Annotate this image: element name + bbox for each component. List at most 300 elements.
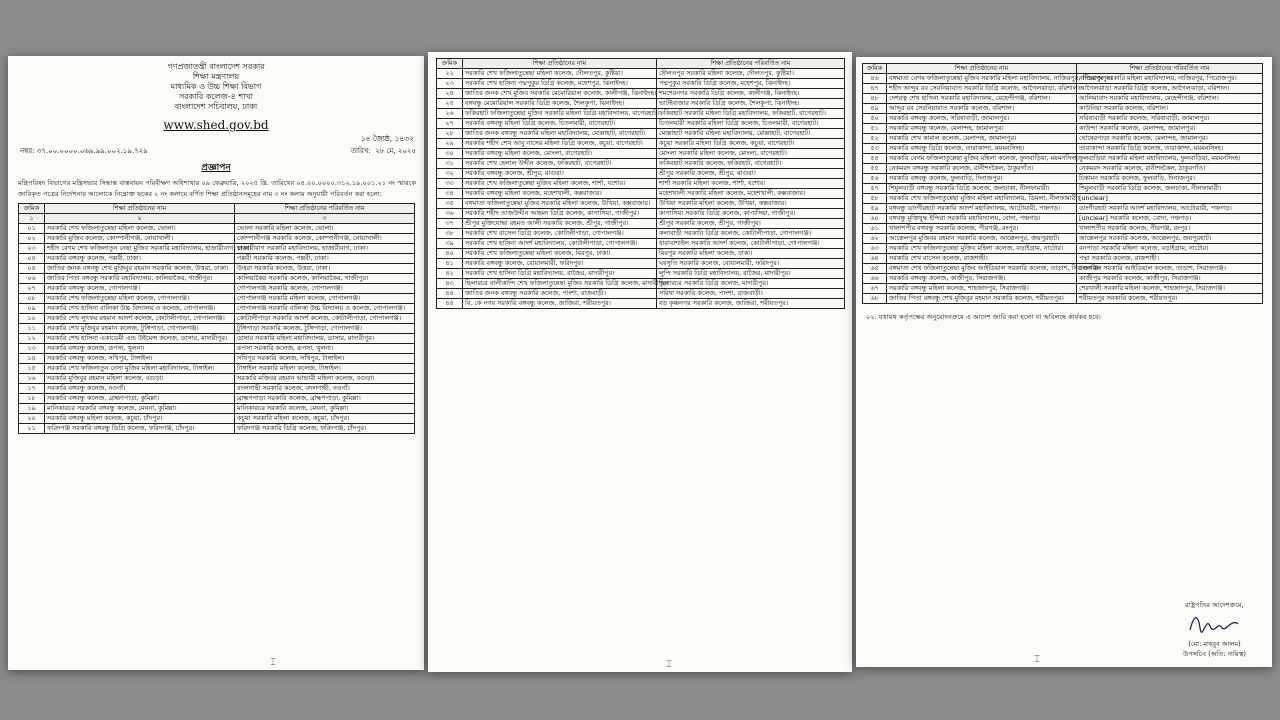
table-row [863, 214, 1263, 224]
row-serial: ৪৬ [863, 74, 887, 84]
row-new-name: কলাবাড়ী সরকারি ডিগ্রি কলেজ, কোটালীপাড়া, গোপালগঞ্জ। [657, 229, 845, 239]
col-serial: ক্রমিক [863, 64, 887, 74]
col-new-name: শিক্ষা প্রতিষ্ঠানের পরিবর্তিত নাম [1077, 64, 1263, 74]
row-new-name: চিন্তামন সরকারি কলেজ, ফুলবাড়ি, দিনাজপুর। [1077, 174, 1263, 184]
col-new-name: শিক্ষা প্রতিষ্ঠানের পরিবর্তিত নাম [235, 204, 415, 214]
row-new-name: ডাসার সরকারি মহিলা মহাবিদ্যালয়, ডাসার, মাদারীপুর। [235, 334, 415, 344]
row-old-name: সরকারি বঙ্গবন্ধু কলেজ, মেলান্দহ, জামালপুর। [887, 124, 1077, 134]
row-serial: ২০ [19, 414, 45, 424]
row-serial: ১৩ [19, 344, 45, 354]
row-new-name: কাউনিয়া সরকারি কলেজ, বরিশাল। [1077, 104, 1263, 114]
table-row [863, 184, 1263, 194]
row-serial: ৫১ [863, 124, 887, 134]
table-row [437, 229, 845, 239]
row-new-name: বড় কৃষ্ণনগর সরকারি কলেজ, জাজিরা, শরীয়তপুর। [657, 299, 845, 309]
row-old-name: সরকারি বঙ্গবন্ধু মহিলা কলেজ, মোংলা, বাগেরহাট। [463, 149, 657, 159]
col-serial: ক্রমিক [437, 59, 463, 69]
memo-number: নম্বর: ৩৭.০০.০০০০.০৬৯.৯৯.০০২.১৯.৭২৯ [20, 147, 148, 155]
table-row [863, 244, 1263, 254]
row-new-name: [unclear] [1077, 194, 1263, 204]
table-row [437, 259, 845, 269]
row-new-name: ভাটইবাজার সরকারি ডিগ্রি কলেজ, শৈলকুপা, ঝিনাইদহ। [657, 99, 845, 109]
row-new-name: ফকিরহাট সরকারি মহিলা ডিগ্রি মহাবিদ্যালয়, ফকিরহাট, বাগেরহাট। [657, 109, 845, 119]
row-new-name: শমশেরনগর সরকারি ডিগ্রি কলেজ, কালীগঞ্জ, ঝিনাইদহ। [657, 89, 845, 99]
fold-mark: ⌶ [270, 657, 276, 668]
row-new-name: কচুয়া সরকারি মহিলা কলেজ, কচুয়া, চাঁদপুর। [235, 414, 415, 424]
table-row [19, 424, 415, 434]
row-old-name: সরকারি শেখ রাসেল কলেজ, রাজশাহী। [887, 254, 1077, 264]
row-serial: ০৯ [19, 304, 45, 314]
row-new-name: পদ্মপুকুর সরকারি ডিগ্রি কলেজ, মহেশপুর, ঝিনাইদহ। [657, 79, 845, 89]
table-row [863, 74, 1263, 84]
row-serial: ০৪ [19, 254, 45, 264]
table-header-row [19, 204, 415, 214]
row-new-name: সরিষাবাড়ী সরকারি কলেজ, সরিষাবাড়ী, জামালপুর। [1077, 114, 1263, 124]
signatory-designation: উপসচিব (অতি: দায়িত্ব) [1182, 650, 1246, 658]
row-serial: ৩৮ [437, 229, 463, 239]
order-line: রাষ্ট্রপতির আদেশক্রমে, [1185, 601, 1244, 609]
row-old-name: শহীদ বেগম শেখ ফজিলাতুন নেছা মুজিব সরকারি মহাবিদ্যালয়, হাজারীবাগ, ঢাকা। [45, 244, 235, 254]
row-serial: ৫৫ [863, 164, 887, 174]
row-old-name: সরকারি বঙ্গবন্ধু কলেজ, পল্লবী, ঢাকা। [45, 254, 235, 264]
date-english: ২৮ মে, ২০২৫ [375, 147, 416, 155]
row-new-name: ঘরসুতি সরকারি কলেজ, বোয়ালমারী, ফরিদপুর। [657, 259, 845, 269]
row-serial: ৪৩ [437, 279, 463, 289]
row-old-name: সরকারি শেখ ফজিলাতুন্নেছা মহিলা কলেজ, দৌলতপুর, কুষ্টিয়া। [463, 69, 657, 79]
row-serial: ৪৫ [437, 299, 463, 309]
table-row [863, 164, 1263, 174]
table-row [863, 134, 1263, 144]
row-serial: ৩১ [437, 159, 463, 169]
row-old-name: সরকারি মুজিবুর রহমান মহিলা কলেজ, বগুড়া। [45, 374, 235, 384]
fold-mark: ⌶ [1034, 654, 1040, 665]
row-new-name: সরকারি মজিবর রহমান ভান্ডারী মহিলা কলেজ, বগুড়া। [235, 374, 415, 384]
row-new-name: কাপাসিয়া সরকারি ডিগ্রি কলেজ, কাপাসিয়া, গাজীপুর। [657, 209, 845, 219]
table-row [19, 264, 415, 274]
notice-page-1 [8, 56, 424, 670]
table-row [437, 139, 845, 149]
row-serial: ৪০ [437, 249, 463, 259]
row-old-name: বঙ্গমাতা ফজিলাতুন্নেছা মুজিব সরকারি মহিলা কলেজ, উখিয়া, কক্সবাজার। [463, 199, 657, 209]
table-row [437, 169, 845, 179]
table-row [863, 94, 1263, 104]
table-row [19, 254, 415, 264]
row-old-name: বঙ্গবন্ধু ডাংগীরহাট সরকারি আদর্শ মহাবিদ্যালয়, আটোয়ারী, পঞ্চগড়। [887, 204, 1077, 214]
row-serial: ৩৩ [437, 179, 463, 189]
row-serial: ১৪ [19, 354, 45, 364]
row-old-name: সরকারি শেখ ফজিলাতুন নেসা মুজিব মহিলা মহাবিদ্যালয়, টাঙ্গাইল। [45, 364, 235, 374]
table-row [19, 304, 415, 314]
footer-note: ০২. যথাযথ কর্তৃপক্ষের অনুমোদনক্রমে এ আদেশ জারি করা হলো যা অবিলম্বে কার্যকর হবে। [866, 313, 1101, 321]
row-new-name: ভোলা সরকারি মহিলা কলেজ, ভোলা। [235, 224, 415, 234]
table-row [19, 234, 415, 244]
row-serial: ৩২ [437, 169, 463, 179]
row-old-name: সরকারি শেখ হাসিনা ডিগ্রি মহাবিদ্যালয়, রাজৈর, মাদারীপুর। [463, 269, 657, 279]
row-serial: ১০ [19, 314, 45, 324]
table-row [437, 99, 845, 109]
row-serial: ৪১ [437, 259, 463, 269]
row-old-name: সরকারি শেখ রাসেল ডিগ্রি কলেজ, কোটালীপাড়া, গোপালগঞ্জ। [463, 229, 657, 239]
row-new-name: বনপাড়া সরকারি মহিলা কলেজ, বড়াইগ্রাম, নাটোর। [1077, 244, 1263, 254]
row-new-name: চলনবিল সরকারি আইডিয়াল কলেজ, তাড়াশ, সিরাজগঞ্জ। [1077, 264, 1263, 274]
row-new-name: [unclear] সরকারি কলেজ, বোদা, পঞ্চগড়। [1077, 214, 1263, 224]
row-serial: ৫০ [863, 114, 887, 124]
row-new-name: চিতলমারী সরকারি মহিলা ডিগ্রি কলেজ, চিতলমারী, বাগেরহাট। [657, 119, 845, 129]
fold-mark: ⌶ [666, 659, 672, 670]
row-old-name: সরকারি বেগম ফজিলাতুন্নেছা মুজিব মহিলা কলেজ, ফুলবাড়িয়া, ময়মনসিংহ। [887, 154, 1077, 164]
date-label: তারিখ: [350, 147, 371, 155]
row-new-name: ব্রাহ্মণপাড়া সরকারি কলেজ, ব্রাহ্মণপাড়া, কুমিল্লা। [235, 394, 415, 404]
table-row [863, 154, 1263, 164]
row-old-name: সরকারি শেখ হাসিনা একাডেমী এন্ড উইমেন্স কলেজ, ডাসার, মাদারীপুর। [45, 334, 235, 344]
row-serial: ২১ [19, 424, 45, 434]
header-line: মাধ্যমিক ও উচ্চ শিক্ষা বিভাগ [170, 82, 262, 91]
row-old-name: জাতির পিতা বঙ্গবন্ধু সরকারি মহাবিদ্যালয়, কালিয়াকৈর, গাজীপুর। [45, 274, 235, 284]
row-new-name: টাঙ্গাইল সরকারি মহিলা কলেজ, টাঙ্গাইল। [235, 364, 415, 374]
row-old-name: সরকারি শেখ মুজিবুর রহমান কলেজ, টুঙ্গিপাড়া, গোপালগঞ্জ। [45, 324, 235, 334]
row-old-name: বঙ্গবন্ধু মেমোরিয়াল সরকারি ডিগ্রি কলেজ, শৈলকুপা, ঝিনাইদহ। [463, 99, 657, 109]
table-row [863, 204, 1263, 214]
header-line: গণপ্রজাতন্ত্রী বাংলাদেশ সরকার [167, 62, 265, 71]
row-serial: ২৭ [437, 119, 463, 129]
row-serial: ০৬ [19, 274, 45, 284]
table-row [19, 374, 415, 384]
row-new-name: গোপালগঞ্জ সরকারি বালিকা উচ্চ বিদ্যালয় ও কলেজ, গোপালগঞ্জ। [235, 304, 415, 314]
row-new-name: রূপসা সরকারি কলেজ, রূপসা, খুলনা। [235, 344, 415, 354]
row-new-name: শিমুলবাড়ী সরকারি ডিগ্রি কলেজ, জলঢাকা, নীলফামারী। [1077, 184, 1263, 194]
table-row [863, 234, 1263, 244]
rename-table-2 [436, 58, 845, 309]
table-row [863, 84, 1263, 94]
row-new-name: টুঙ্গিপাড়া সরকারি কলেজ, টুঙ্গিপাড়া, গোপালগঞ্জ। [235, 324, 415, 334]
table-row [863, 104, 1263, 114]
table-row [19, 354, 415, 364]
table-row [437, 299, 845, 309]
table-row [437, 219, 845, 229]
table-row [19, 334, 415, 344]
table-row [863, 194, 1263, 204]
header-line: শিক্ষা মন্ত্রণালয় [192, 72, 240, 81]
row-new-name: কাউন্দা সরকারি কলেজ, মেলান্দহ, জামালপুর। [1077, 124, 1263, 134]
table-row [437, 209, 845, 219]
row-old-name: শহীদ আব্দুর রব সেরনিয়াবাত সরকারি ডিগ্রি কলেজ, আগৈলঝাড়া, বরিশাল। [887, 84, 1077, 94]
row-new-name: কচুয়া সরকারি মহিলা ডিগ্রি কলেজ, কচুয়া, বাগেরহাট। [657, 139, 845, 149]
table-row [863, 274, 1263, 284]
table-row [437, 129, 845, 139]
row-new-name: মোংলা সরকারি মহিলা কলেজ, মোংলা, বাগেরহাট। [657, 149, 845, 159]
notice-page-2 [428, 52, 852, 672]
header-line: সরকারি কলেজ-৪ শাখা [178, 92, 253, 101]
row-new-name: নাজিরপুর সরকারি মহিলা মহাবিদ্যালয়, নাজিরপুর, পিরোজপুর। [1077, 74, 1263, 84]
table-row [437, 119, 845, 129]
table-row [863, 254, 1263, 264]
row-new-name: হাজারীবাগ সরকারি মহাবিদ্যালয়, হাজারীবাগ, ঢাকা। [235, 244, 415, 254]
row-old-name: খালাশপীর বঙ্গবন্ধু সরকারি কলেজ, পীরগঞ্জ, রংপুর। [887, 224, 1077, 234]
row-old-name: সরকারি শেখ ফজিলাতুন্নেছা মহিলা কলেজ, গোপালগঞ্জ। [45, 294, 235, 304]
row-new-name: উখিয়া সরকারি মহিলা কলেজ, উখিয়া, কক্সবাজার। [657, 199, 845, 209]
signatory-name: (মো: মাহবুব আলম) [1188, 640, 1241, 648]
col-number: ২ [45, 214, 235, 224]
table-row [19, 224, 415, 234]
row-old-name: বঙ্গমাতা শেখ ফজিলাতুন্নেছা মুজিব আইডিয়াল সরকারি কলেজ, তাড়াশ, সিরাজগঞ্জ। [887, 264, 1077, 274]
row-serial: ৪৪ [437, 289, 463, 299]
row-serial: ০৭ [19, 284, 45, 294]
row-serial: ১৯ [19, 404, 45, 414]
row-old-name: সরকারি বঙ্গবন্ধু মহিলা কলেজ, কচুয়া, চাঁদপুর। [45, 414, 235, 424]
row-new-name: ফরিদগঞ্জ সরকারি ডিগ্রি কলেজ, ফরিদগঞ্জ, চাঁদপুর। [235, 424, 415, 434]
notice-intro: মন্ত্রিপরিষদ বিভাগের মন্ত্রিসভার সিদ্ধান্ত বাস্তবায়ন পরিবীক্ষণ অধিশাখার ০৯ ফেব্রুয়ারি, ২০২৫ খ্রি. তারিখের ০৪.০০.০০০০.৩১২.১৯.০০১.২১ নং স্মারকে জারিকৃত পত্রের নির্দেশনার আলোকে নিম্নোক্ত ছকের ২ নং কলামে বর্ণিত শিক্ষা প্রতিষ্ঠানসমূহের নাম ৩ নং কলাম অনুযায়ী পরিবর্তন করা হলো: [18, 179, 416, 198]
row-old-name: ছিলারচর বালীকান্দি শেখ ফজিলাতুন্নেছা মুজিব সরকারি ডিগ্রি কলেজ, মাদারীপুর। [463, 279, 657, 289]
row-old-name: সরকারি মুজিব কলেজ, কোম্পানীগঞ্জ, নোয়াখালী। [45, 234, 235, 244]
row-new-name: পদ্মা সরকারি কলেজ, রাজশাহী। [1077, 254, 1263, 264]
row-serial: ১৮ [19, 394, 45, 404]
table-row [437, 279, 845, 289]
table-row [863, 124, 1263, 134]
notice-title: প্রজ্ঞাপন [201, 163, 231, 173]
row-serial: ৩৭ [437, 219, 463, 229]
row-old-name: নেকমরদ বঙ্গবন্ধু সরকারি কলেজ, রানীশংকৈল, ঠাকুরগাঁও। [887, 164, 1077, 174]
table-row [19, 404, 415, 414]
table-header-row [863, 64, 1263, 74]
table-row [19, 284, 415, 294]
col-old-name: শিক্ষা প্রতিষ্ঠানের নাম [887, 64, 1077, 74]
row-old-name: সরকারি বঙ্গবন্ধু কলেজ, রূপসা, খুলনা। [45, 344, 235, 354]
row-old-name: জাতির জনক বঙ্গবন্ধু শেখ মুজিবুর রহমান সরকারি কলেজ, উত্তরা, ঢাকা। [45, 264, 235, 274]
row-serial: ১৫ [19, 364, 45, 374]
column-number-row [19, 214, 415, 224]
row-new-name: উত্তরা সরকারি কলেজ, উত্তরা, ঢাকা। [235, 264, 415, 274]
table-row [863, 144, 1263, 154]
row-serial: ৬৭ [863, 284, 887, 294]
row-old-name: আব্দুর রব সেরনিয়াবাত সরকারি কলেজ, বরিশাল। [887, 104, 1077, 114]
table-row [437, 179, 845, 189]
row-new-name: নেকমরদ সরকারি কলেজ, রানীশংকৈল, ঠাকুরগাঁও। [1077, 164, 1263, 174]
table-row [437, 89, 845, 99]
table-row [19, 394, 415, 404]
row-new-name: ধারাবাশাইল সরকারি আদর্শ কলেজ, কোটালীপাড়া, গোপালগঞ্জ। [657, 239, 845, 249]
row-new-name: ছিলারচর সরকারি ডিগ্রি কলেজ, মাদারীপুর। [657, 279, 845, 289]
row-new-name: শরীয়তপুর সরকারি কলেজ, শরীয়তপুর। [1077, 294, 1263, 304]
table-row [19, 294, 415, 304]
row-new-name: বদলগাছী সরকারি কলেজ, বদলগাছী, নওগাঁ। [235, 384, 415, 394]
row-serial: ৬১ [863, 224, 887, 234]
row-old-name: সরকারি বঙ্গবন্ধু কলেজ, নওগাঁ। [45, 384, 235, 394]
row-new-name: আলিমাবাদ সরকারি মহাবিদ্যালয়, মেহেন্দীগঞ্জ, বরিশাল। [1077, 94, 1263, 104]
row-serial: ২৮ [437, 129, 463, 139]
memo-line [8, 144, 424, 156]
rename-table-3 [862, 63, 1263, 304]
row-old-name: বি. কে নগর সরকারি বঙ্গবন্ধু কলেজ, জাজিরা, শরীয়তপুর। [463, 299, 657, 309]
table-row [437, 159, 845, 169]
row-new-name: মানিকারচর সরকারি কলেজ, মেঘনা, কুমিল্লা। [235, 404, 415, 414]
row-serial: ৬২ [863, 234, 887, 244]
row-old-name: দেশরত্ন শেখ হাসিনা সরকারি মহাবিদ্যালয়, মেহেন্দীগঞ্জ, বরিশাল। [887, 94, 1077, 104]
row-old-name: বঙ্গবন্ধু মুক্তিযুদ্ধ ইন্দিরা সরকারি মহাবিদ্যালয়, বোদা, পঞ্চগড়। [887, 214, 1077, 224]
row-serial: ৬৪ [863, 254, 887, 264]
row-serial: ১২ [19, 334, 45, 344]
row-new-name: দৌলতপুর সরকারি মহিলা কলেজ, দৌলতপুর, কুষ্টিয়া। [657, 69, 845, 79]
table-row [863, 284, 1263, 294]
row-serial: ৫৬ [863, 174, 887, 184]
row-serial: ৫৮ [863, 194, 887, 204]
row-serial: ২৩ [437, 79, 463, 89]
row-old-name: ফরিদগঞ্জ সরকারি বঙ্গবন্ধু ডিগ্রি কলেজ, ফরিদগঞ্জ, চাঁদপুর। [45, 424, 235, 434]
col-old-name: শিক্ষা প্রতিষ্ঠানের নাম [45, 204, 235, 214]
row-old-name: শিমুলবাড়ী বঙ্গবন্ধু সরকারি ডিগ্রি কলেজ, জলঢাকা, নীলফামারী। [887, 184, 1077, 194]
row-serial: ১১ [19, 324, 45, 334]
row-serial: ৩৬ [437, 209, 463, 219]
row-serial: ৪৮ [863, 94, 887, 104]
row-old-name: সরকারি বঙ্গবন্ধু কলেজ, সরিষাবাড়ী, জামালপুর। [887, 114, 1077, 124]
row-serial: ২৬ [437, 109, 463, 119]
date-block [8, 133, 424, 144]
table-row [437, 269, 845, 279]
row-serial: ১৬ [19, 374, 45, 384]
col-number: ১ [19, 214, 45, 224]
row-old-name: আক্কেলপুর মুজিবর রহমান সরকারি কলেজ, আক্কেলপুর, জয়পুরহাট। [887, 234, 1077, 244]
row-new-name: ফুলবাড়িয়া সরকারি মহিলা মহাবিদ্যালয়, ফুলবাড়িয়া, ময়মনসিংহ। [1077, 154, 1263, 164]
notice-page-3 [856, 57, 1272, 667]
signature-block [1183, 600, 1246, 659]
row-old-name: সরকারি শেখ ফজিলাতুন্নেছা মুজিব মহিলা মহাবিদ্যালয়, ডিমলা, নীলফামারী। [887, 194, 1077, 204]
table-row [19, 344, 415, 354]
row-old-name: সরকারি শহীদ তাজউদ্দীন আহমদ ডিগ্রি কলেজ, কাপাসিয়া, গাজীপুর। [463, 209, 657, 219]
header-line: বাংলাদেশ সচিবালয়, ঢাকা [174, 102, 258, 111]
row-new-name: শ্রীপুর সরকারি কলেজ, শ্রীপুর, মাগুরা। [657, 169, 845, 179]
row-serial: ৩৫ [437, 199, 463, 209]
row-new-name: গোপালগঞ্জ সরকারি কলেজ, গোপালগঞ্জ। [235, 284, 415, 294]
row-old-name: সরকারি বঙ্গবন্ধু মহিলা কলেজ, শাহজাদপুর, সিরাজগঞ্জ। [887, 284, 1077, 294]
row-old-name: সরকারি বঙ্গবন্ধু কলেজ, বোয়ালমারী, ফরিদপুর। [463, 259, 657, 269]
row-old-name: মানিকারচর সরকারি বঙ্গবন্ধু কলেজ, মেঘনা, কুমিল্লা। [45, 404, 235, 414]
row-new-name: আক্কেলপুর সরকারি কলেজ, আক্কেলপুর, জয়পুরহাট। [1077, 234, 1263, 244]
row-old-name: জাতির জনক শেখ মুজিব সরকারি মেমোরিয়াল কলেজ, কালীগঞ্জ, ঝিনাইদহ। [463, 89, 657, 99]
table-row [863, 114, 1263, 124]
table-row [437, 109, 845, 119]
table-row [19, 274, 415, 284]
col-old-name: শিক্ষা প্রতিষ্ঠানের নাম [463, 59, 657, 69]
table-header-row [437, 59, 845, 69]
row-serial: ৫৪ [863, 154, 887, 164]
row-old-name: জাতির জনক বঙ্গবন্ধু সরকারি মহিলা মহাবিদ্যালয়, মোল্লাহাট, বাগেরহাট। [463, 129, 657, 139]
row-old-name: সরকারি শেখ ফজিলাতুন্নেছা মহিলা কলেজ, মিরপুর, ঢাকা। [463, 249, 657, 259]
row-old-name: বঙ্গমাতা বেগম ফজিলাতুন্নেছা মুজিব সরকারি মহিলা মহাবিদ্যালয়, নাজিরপুর, পিরোজপুর। [887, 74, 1077, 84]
table-row [19, 414, 415, 424]
row-old-name: সরকারি বঙ্গবন্ধু কলেজ, ফুলবাড়ি, দিনাজপুর। [887, 174, 1077, 184]
row-new-name: সখিপুর সরকারি কলেজ, সখিপুর, টাঙ্গাইল। [235, 354, 415, 364]
table-row [19, 244, 415, 254]
row-old-name: সরকারি বঙ্গবন্ধু কলেজ, কাজীপুর, সিরাজগঞ্জ। [887, 274, 1077, 284]
row-serial: ০১ [19, 224, 45, 234]
row-new-name: শার্শা সরকারি মহিলা কলেজ, শার্শা, যশোর। [657, 179, 845, 189]
col-new-name: শিক্ষা প্রতিষ্ঠানের পরিবর্তিত নাম [657, 59, 845, 69]
table-row [437, 249, 845, 259]
row-serial: ২৫ [437, 99, 463, 109]
row-old-name: ফকিরহাট ফজিলাতুন্নেছা মুজিব সরকারি মহিলা ডিগ্রি মহাবিদ্যালয়, বাগেরহাট। [463, 109, 657, 119]
row-old-name: সরকারি বঙ্গবন্ধু ডিগ্রি কলেজ, তারাকান্দা, ময়মনসিংহ। [887, 144, 1077, 154]
table-row [437, 69, 845, 79]
row-new-name: সরিষা সরকারি কলেজ, পাংশা, রাজবাড়ী। [657, 289, 845, 299]
row-serial: ৫২ [863, 134, 887, 144]
row-serial: ৩০ [437, 149, 463, 159]
row-old-name: সরকারি শেখ হেলাল উদ্দীন কলেজ, ফকিরহাট, বাগেরহাট। [463, 159, 657, 169]
row-old-name: সরকারি শেখ হাসিনা আদর্শ মহাবিদ্যালয়, কোটালীপাড়া, গোপালগঞ্জ। [463, 239, 657, 249]
row-new-name: কাজীপুর সরকারি কলেজ, কাজীপুর, সিরাজগঞ্জ। [1077, 274, 1263, 284]
row-new-name: খালাশপীর সরকারি কলেজ, পীরগঞ্জ, রংপুর। [1077, 224, 1263, 234]
row-old-name: সরকারি বঙ্গবন্ধু কলেজ, শ্রীপুর, মাগুরা। [463, 169, 657, 179]
row-serial: ৫৭ [863, 184, 887, 194]
row-serial: ৩৯ [437, 239, 463, 249]
row-new-name: কোটালীপাড়া সরকারি আদর্শ কলেজ, কোটালীপাড়া, গোপালগঞ্জ। [235, 314, 415, 324]
row-new-name: আগৈলঝাড়া সরকারি ডিগ্রি কলেজ, আগৈলঝাড়া, বরিশাল। [1077, 84, 1263, 94]
rename-table-1 [18, 203, 415, 434]
row-new-name: ফকিরহাট সরকারি কলেজ, ফকিরহাট, বাগেরহাট। [657, 159, 845, 169]
row-serial: ৬৫ [863, 264, 887, 274]
table-row [437, 189, 845, 199]
row-serial: ০৩ [19, 244, 45, 254]
row-new-name: মহেশখালী সরকারি মহিলা কলেজ, মহেশখালী, কক্সবাজার। [657, 189, 845, 199]
row-old-name: সরকারি শেখ কামাল কলেজ, মেলান্দহ, জামালপুর। [887, 134, 1077, 144]
row-new-name: মোল্লাহাট সরকারি মহিলা মহাবিদ্যালয়, মোল্লাহাট, বাগেরহাট। [657, 129, 845, 139]
table-row [19, 364, 415, 374]
row-serial: ২৪ [437, 89, 463, 99]
table-row [437, 239, 845, 249]
row-serial: ০২ [19, 234, 45, 244]
row-new-name: ডাংগীরহাট সরকারি আদর্শ মহাবিদ্যালয়, আটোয়ারী, পঞ্চগড়। [1077, 204, 1263, 214]
row-old-name: সরকারি শেখ ফজিলাতুন্নেছা মহিলা কলেজ, ভোলা। [45, 224, 235, 234]
row-serial: ৬৮ [863, 294, 887, 304]
row-old-name: সরকারি বঙ্গবন্ধু কলেজ, গোপালগঞ্জ। [45, 284, 235, 294]
row-serial: ৬৬ [863, 274, 887, 284]
row-serial: ৩৪ [437, 189, 463, 199]
row-serial: ৫৯ [863, 204, 887, 214]
row-new-name: ঘোষেরপাড়া সরকারি কলেজ, মেলান্দহ, জামালপুর। [1077, 134, 1263, 144]
table-row [863, 294, 1263, 304]
table-row [437, 79, 845, 89]
row-old-name: সরকারি শেখ হাসিনা বালিকা উচ্চ বিদ্যালয় ও কলেজ, গোপালগঞ্জ। [45, 304, 235, 314]
table-row [863, 264, 1263, 274]
table-row [863, 224, 1263, 234]
row-serial: ৪৭ [863, 84, 887, 94]
table-row [19, 324, 415, 334]
row-new-name: শেরখালী সরকারি মহিলা কলেজ, শাহজাদপুর, সিরাজগঞ্জ। [1077, 284, 1263, 294]
row-old-name: সরকারি বঙ্গবন্ধু মহিলা কলেজ, মহেশখালী, কক্সবাজার। [463, 189, 657, 199]
table-row [19, 314, 415, 324]
row-serial: ০৫ [19, 264, 45, 274]
row-old-name: সরকারি বঙ্গবন্ধু মহিলা ডিগ্রি কলেজ, চিতলমারী, বাগেরহাট। [463, 119, 657, 129]
row-old-name: জাতির জনক বঙ্গবন্ধু সরকারি কলেজ, পাংশা, রাজবাড়ী। [463, 289, 657, 299]
row-new-name: কালিয়াকৈর সরকারি কলেজ, কালিয়াকৈর, গাজীপুর। [235, 274, 415, 284]
row-serial: ৫৩ [863, 144, 887, 154]
table-row [19, 384, 415, 394]
col-number: ৩ [235, 214, 415, 224]
row-serial: ৪৯ [863, 104, 887, 114]
row-new-name: পল্লবী সরকারি কলেজ, পল্লবী, ঢাকা। [235, 254, 415, 264]
row-serial: ৬৩ [863, 244, 887, 254]
row-serial: ২২ [437, 69, 463, 79]
row-old-name: সরকারি শেখ লুৎফর রহমান আদর্শ কলেজ, কোটালীপাড়া, গোপালগঞ্জ। [45, 314, 235, 324]
row-serial: ১৭ [19, 384, 45, 394]
row-new-name: গোপালগঞ্জ সরকারি মহিলা কলেজ, গোপালগঞ্জ। [235, 294, 415, 304]
row-new-name: শ্রীপুর সরকারি কলেজ, শ্রীপুর, গাজীপুর। [657, 219, 845, 229]
website-url[interactable]: www.shed.gov.bd [163, 118, 269, 132]
row-old-name: সরকারি বঙ্গবন্ধু কলেজ, ব্রাহ্মণপাড়া, কুমিল্লা। [45, 394, 235, 404]
row-serial: ৬০ [863, 214, 887, 224]
row-serial: ০৮ [19, 294, 45, 304]
table-row [863, 174, 1263, 184]
row-old-name: জাতির পিতা বঙ্গবন্ধু শেখ মুজিবুর রহমান সরকারি কলেজ, শরীয়তপুর। [887, 294, 1077, 304]
row-old-name: সরকারি শেখ ফজিলাতুন্নেছা মুজিব মহিলা কলেজ, বড়াইগ্রাম, নাটোর। [887, 244, 1077, 254]
